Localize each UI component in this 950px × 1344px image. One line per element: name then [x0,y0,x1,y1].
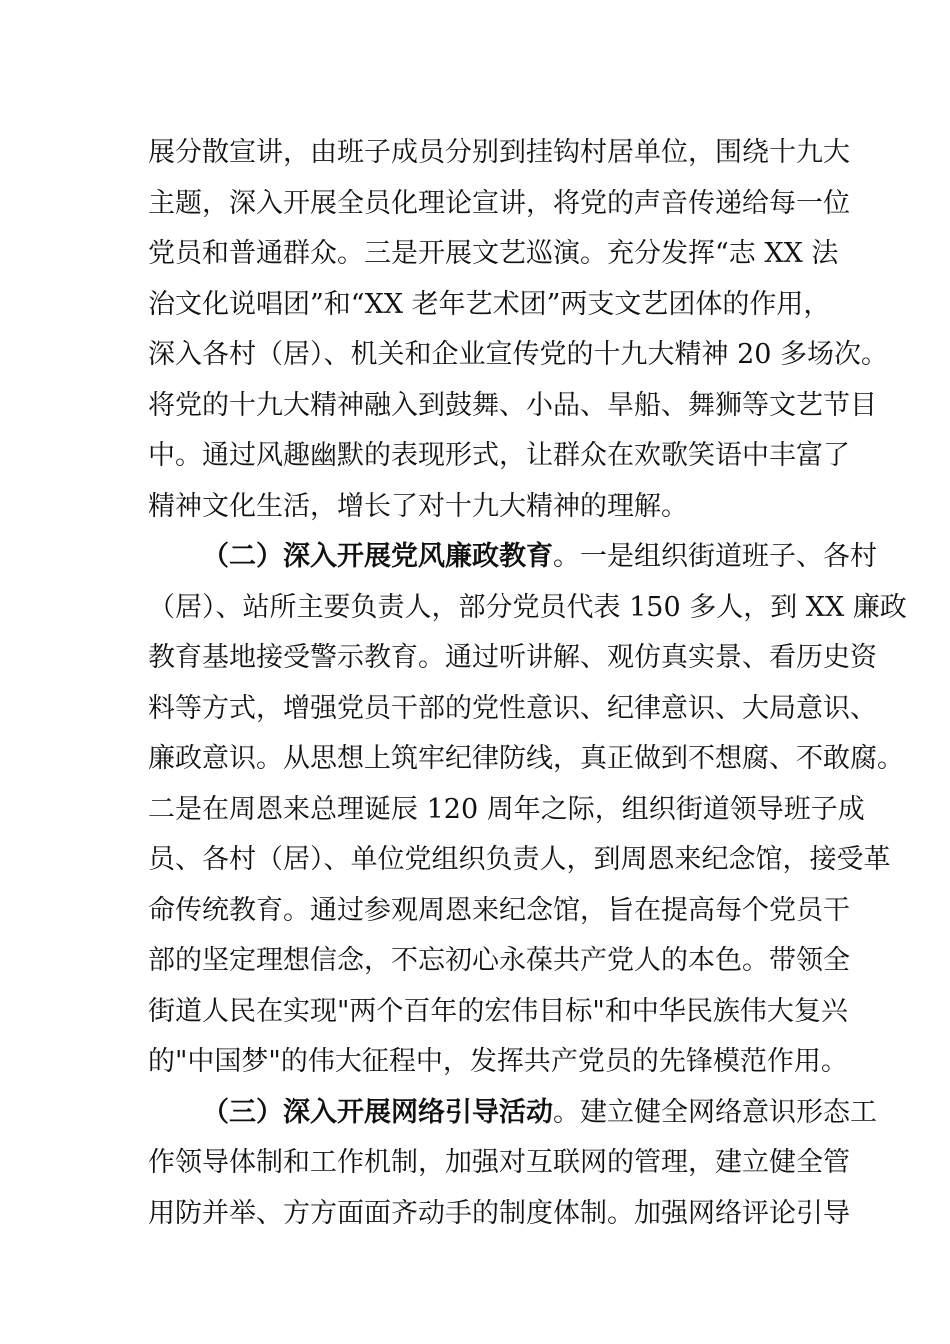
text-line: 深入各村（居）、机关和企业宣传党的十九大精神 20 多场次。 [148,339,889,370]
text-line: 廉政意识。从思想上筑牢纪律防线，真正做到不想腐、不敢腐。 [148,743,904,774]
paragraph-first-line [148,1088,877,1139]
text-line: 用防并举、方方面面齐动手的制度体制。加强网络评论引导 [148,1197,850,1229]
text-line: 精神文化生活，增长了对十九大精神的理解。 [148,490,688,522]
text-line: 员、各村（居）、单位党组织负责人，到周恩来纪念馆，接受革 [148,844,891,875]
section-heading: （三）深入开展网络引导活动 [202,1096,553,1128]
text-line: 中。通过风趣幽默的表现形式，让群众在欢歌笑语中丰富了 [148,440,850,471]
text-line: 作领导体制和工作机制，加强对互联网的管理，建立健全管 [148,1147,850,1178]
text-run: 。建立健全网络意识形态工 [553,1096,877,1128]
body-text [148,128,907,1239]
section-heading: （二）深入开展党风廉政教育 [202,541,553,572]
text-run: 。一是组织街道班子、各村 [553,541,877,572]
paragraph-first-line [148,532,877,583]
text-line: 教育基地接受警示教育。通过听讲解、观仿真实景、看历史资 [148,642,877,673]
text-line: 治文化说唱团”和“XX 老年艺术团”两支文艺团体的作用， [148,288,831,320]
text-line: （居）、站所主要负责人，部分党员代表 150 多人，到 XX 廉政 [148,591,907,623]
text-line: 展分散宣讲，由班子成员分别到挂钩村居单位，围绕十九大 [148,137,850,168]
text-line: 街道人民在实现"两个百年的宏伟目标"和中华民族伟大复兴 [148,995,848,1027]
text-line: 命传统教育。通过参观周恩来纪念馆，旨在提高每个党员干 [148,894,850,926]
text-line: 的"中国梦"的伟大征程中，发挥共产党员的先锋模范作用。 [148,1046,848,1077]
text-line: 部的坚定理想信念，不忘初心永葆共产党人的本色。带领全 [148,945,850,976]
text-line: 料等方式，增强党员干部的党性意识、纪律意识、大局意识、 [148,692,877,724]
text-line: 二是在周恩来总理诞辰 120 周年之际，组织街道领导班子成 [148,793,865,825]
text-line: 主题，深入开展全员化理论宣讲，将党的声音传递给每一位 [148,187,850,219]
text-line: 党员和普通群众。三是开展文艺巡演。充分发挥“志 XX 法 [148,238,839,269]
text-line: 将党的十九大精神融入到鼓舞、小品、旱船、舞狮等文艺节目 [148,389,877,421]
